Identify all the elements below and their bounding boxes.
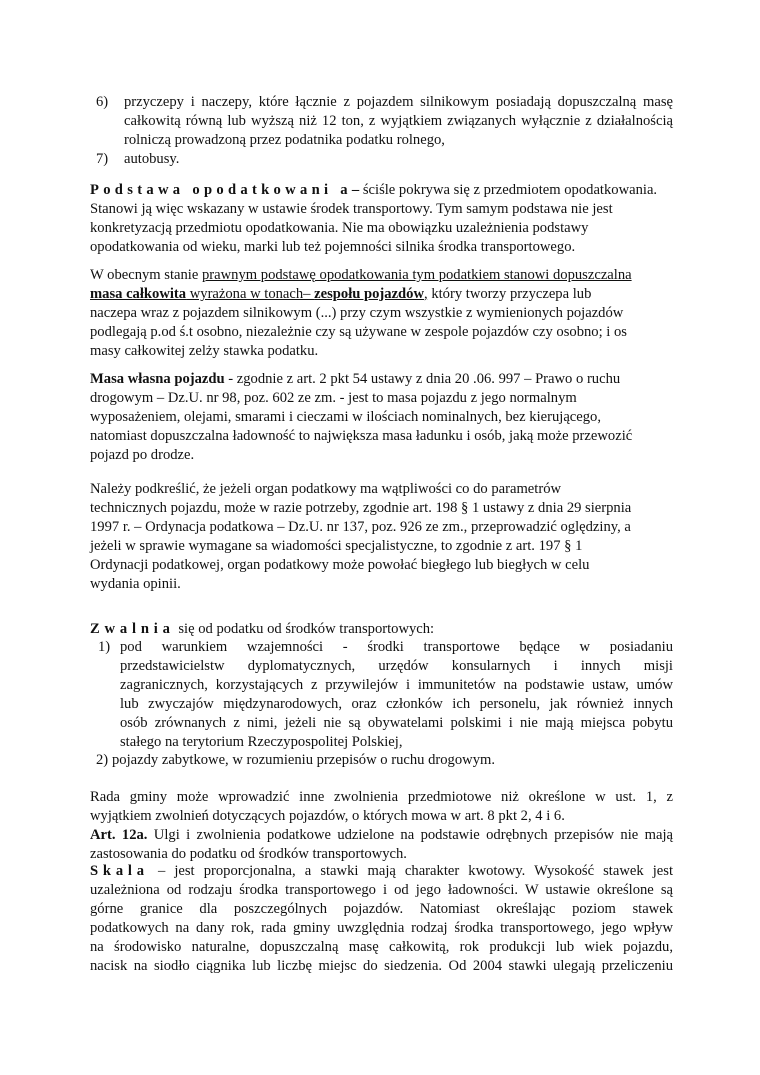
obecnie-paragraph — [90, 266, 673, 361]
paragraph-line: na środowisko naturalne, dopuszczalną masę całkowitą, rok produkcji lub wiek pojazdu, — [90, 939, 673, 955]
masa-wlasna-paragraph — [90, 370, 673, 465]
list-item — [96, 751, 673, 770]
paragraph-line: górne granice dla poszczególnych pojazdów. Natomiast określając poziom stawek — [90, 901, 673, 917]
obecnie-text: W obecnym stanie — [90, 267, 202, 283]
paragraph-line: podlegają p.od ś.t osobno, niezależnie czy są używane w zespole pojazdów czy osobno; i os — [90, 324, 627, 340]
paragraph-line: jeżeli w sprawie wymagane sa wiadomości specjalistyczne, to zgodnie z art. 197 § 1 — [90, 538, 583, 554]
zwalnia-heading-line — [90, 620, 673, 639]
obecnie-underlined-comma: , — [424, 286, 428, 302]
paragraph-line: wyposażeniem, olejami, smarami i cieczami w ilościach nominalnych, bez kierującego, — [90, 409, 601, 425]
paragraph-line: natomiast dopuszczalna ładowność to największa masa ładunku i osób, jaką może przewozić — [90, 428, 633, 444]
skala-paragraph — [90, 862, 673, 976]
list-number: 6) — [96, 94, 109, 110]
list-item-text: przyczepy i naczepy, które łącznie z pojazdem silnikowym posiadają dopuszczalną masę całkowitą równą lub wyższą niż 12 ton, z wyjątkiem związanych wyłącznie z działalnością rolniczą prowadzoną przez podatnika podatku rolnego, — [124, 94, 673, 148]
masa-wlasna-term: Masa własna pojazdu — [90, 371, 225, 387]
list-number: 2) — [96, 752, 109, 768]
paragraph-line: wyjątkiem zwolnień dotyczących pojazdów, o których mowa w art. 8 pkt 2, 4 i 6. — [90, 808, 565, 824]
paragraph-line: – jest proporcjonalna, a stawki mają charakter kwotowy. Wysokość stawek jest — [148, 863, 673, 879]
list-item-line: lub zwyczajów międzynarodowych, oraz członków ich personelu, jak również innych — [120, 696, 673, 712]
list-item-line: przedstawicielstw dyplomatycznych, urzędów konsularnych i innych misji — [120, 658, 673, 674]
list-item-line: pod warunkiem wzajemności - środki transportowe będące w posiadaniu — [120, 639, 673, 655]
nalezy-paragraph — [90, 480, 673, 594]
paragraph-line: nacisk na siodło ciągnika lub liczbę miejsc do siedzenia. Od 2004 stawki ulegają przeliczeniu — [90, 958, 673, 974]
paragraph-line: podatkowych na dany rok, rada gminy uwzględnia rodzaj środka transportowego, jego wpływ — [90, 920, 673, 936]
paragraph-line: Stanowi ją więc wskazany w ustawie środek transportowy. Tym samym podstawa nie jest — [90, 201, 613, 217]
paragraph-line: ściśle pokrywa się z przedmiotem opodatkowania. — [359, 182, 658, 198]
obecnie-underlined-mid: wyrażona w tonach– — [186, 286, 315, 302]
list-number: 7) — [96, 151, 109, 167]
zwalnia-heading: Zwalnia — [90, 621, 175, 637]
list-item — [96, 93, 673, 150]
paragraph-line: konkretyzacją przedmiotu opodatkowania. Nie ma obowiązku uzależnienia podstawy — [90, 220, 589, 236]
paragraph-line: zastosowania do podatku od środków transportowych. — [90, 846, 407, 862]
list-item — [98, 638, 673, 752]
paragraph-line: 1997 r. – Ordynacja podatkowa – Dz.U. nr 137, poz. 926 ze zm., przeprowadzić oględziny, a — [90, 519, 631, 535]
paragraph-line: Rada gminy może wprowadzić inne zwolnienia przedmiotowe niż określone w ust. 1, z — [90, 789, 673, 805]
podstawa-paragraph — [90, 181, 673, 257]
masa-calkowita-term: masa całkowita — [90, 286, 187, 302]
paragraph-line: Ordynacji podatkowej, organ podatkowy może powołać biegłego lub biegłych w celu — [90, 557, 590, 573]
paragraph-line: technicznych pojazdu, może w razie potrzeby, zgodnie art. 198 § 1 ustawy z dnia 29 sierpnia — [90, 500, 632, 516]
obecnie-underlined-text: prawnym podstawę opodatkowania tym podatkiem stanowi dopuszczalna — [202, 267, 632, 283]
zespol-pojazdow-term: zespołu pojazdów — [314, 286, 425, 302]
list-item-line: pojazdy zabytkowe, w rozumieniu przepisów o ruchu drogowym. — [112, 752, 495, 768]
paragraph-line: wydania opinii. — [90, 576, 181, 592]
list-item-line: osób zrównanych z nimi, jeżeli nie są obywatelami polskimi i nie mają miejsca pobytu — [120, 715, 673, 731]
obecnie-line2-rest: który tworzy przyczepa lub — [427, 286, 592, 302]
paragraph-line: pojazd po drodze. — [90, 447, 195, 463]
paragraph-line: drogowym – Dz.U. nr 98, poz. 602 ze zm. - jest to masa pojazdu z jego normalnym — [90, 390, 577, 406]
skala-heading: Skala — [90, 863, 149, 879]
list-number: 1) — [98, 639, 111, 655]
paragraph-line: naczepa wraz z pojazdem silnikowym (...) przy czym wszystkie z wymienionych pojazdów — [90, 305, 624, 321]
paragraph-line: - zgodnie z art. 2 pkt 54 ustawy z dnia 20 .06. 997 – Prawo o ruchu — [224, 371, 621, 387]
paragraph-line: Ulgi i zwolnienia podatkowe udzielone na podstawie odrębnych przepisów nie mają — [147, 827, 673, 843]
paragraph-line: uzależniona od rodzaju środka transportowego i od jego ładowności. W ustawie określone są — [90, 882, 673, 898]
zwalnia-intro: się od podatku od środków transportowych: — [174, 621, 435, 637]
art-12a-label: Art. 12a. — [90, 827, 148, 843]
paragraph-line: Należy podkreślić, że jeżeli organ podatkowy ma wątpliwości co do parametrów — [90, 481, 562, 497]
podstawa-dash: – — [351, 182, 360, 198]
list-item-line: stałego na terytorium Rzeczypospolitej Polskiej, — [120, 734, 403, 750]
podstawa-heading: Podstawa opodatkowani a — [90, 182, 352, 198]
list-item-text: autobusy. — [124, 151, 180, 167]
list-item — [96, 150, 673, 169]
list-item-line: zagranicznych, korzystających z przywilejów i immunitetów na podstawie ustaw, umów — [120, 677, 673, 693]
paragraph-line: opodatkowania od wieku, marki lub też pojemności silnika środka transportowego. — [90, 239, 576, 255]
paragraph-line: masy całkowitej zelży stawka podatku. — [90, 343, 319, 359]
rada-paragraph — [90, 788, 673, 864]
